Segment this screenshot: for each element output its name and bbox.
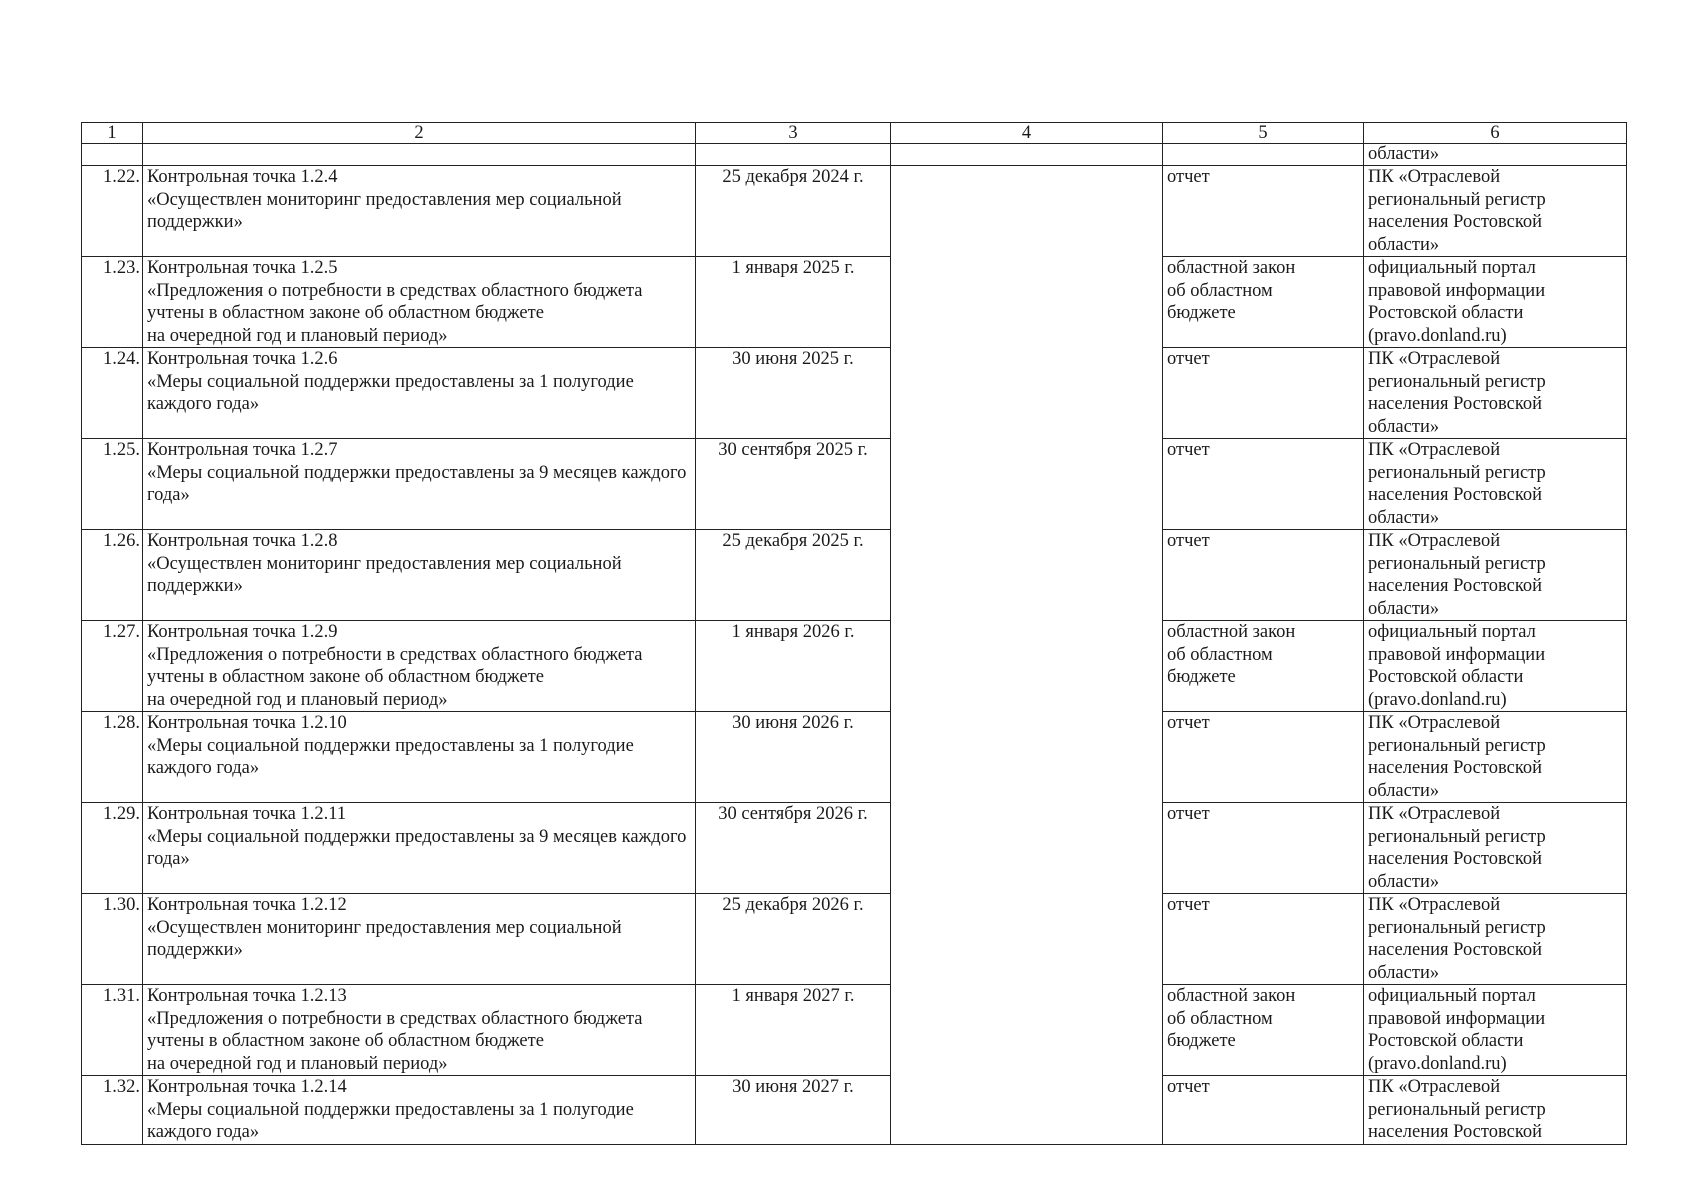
document-type: отчет — [1167, 349, 1210, 369]
row-document-cell — [1163, 166, 1364, 257]
document-type: отчет — [1167, 804, 1210, 824]
deadline-date: 30 сентября 2025 г. — [718, 440, 868, 460]
control-point-title: Контрольная точка 1.2.12 — [147, 895, 347, 915]
table-row — [82, 803, 1627, 894]
deadline-date: 30 июня 2025 г. — [732, 349, 854, 369]
header-col-3: 3 — [696, 123, 891, 144]
row-source-cell — [1364, 712, 1627, 803]
row-source-cell — [1364, 439, 1627, 530]
row-description-cell — [143, 621, 696, 712]
deadline-date: 1 января 2025 г. — [731, 258, 855, 278]
document-type: отчет — [1167, 1077, 1210, 1097]
deadline-date: 30 июня 2027 г. — [732, 1077, 854, 1097]
row-description-cell — [143, 257, 696, 348]
row-number-cell — [82, 166, 143, 257]
row-date-cell — [696, 894, 891, 985]
row-document-cell — [1163, 985, 1364, 1076]
row-date-cell — [696, 621, 891, 712]
control-point-description: «Меры социальной поддержки предоставлены за 9 месяцев каждого года» — [147, 826, 687, 869]
row-date-cell — [696, 1076, 891, 1145]
row-number: 1.30. — [103, 895, 140, 915]
row-description-cell — [143, 439, 696, 530]
header-col-5: 5 — [1163, 123, 1364, 144]
cont-cell-num — [82, 144, 143, 166]
row-number-cell — [82, 348, 143, 439]
row-number: 1.28. — [103, 713, 140, 733]
document-type: отчет — [1167, 713, 1210, 733]
table-row — [82, 530, 1627, 621]
row-source-cell — [1364, 621, 1627, 712]
table-row — [82, 894, 1627, 985]
row-number-cell — [82, 257, 143, 348]
document-type: отчет — [1167, 531, 1210, 551]
control-point-title: Контрольная точка 1.2.4 — [147, 167, 338, 187]
row-document-cell — [1163, 257, 1364, 348]
row-number: 1.32. — [103, 1077, 140, 1097]
row-number-cell — [82, 985, 143, 1076]
row-number-cell — [82, 439, 143, 530]
control-point-description: «Предложения о потребности в средствах областного бюджета учтены в областном законе об областном бюджете на очередной год и плановый период» — [147, 280, 643, 346]
cont-cell-date — [696, 144, 891, 166]
deadline-date: 30 сентября 2026 г. — [718, 804, 868, 824]
header-col-1: 1 — [82, 123, 143, 144]
control-point-description: «Меры социальной поддержки предоставлены за 1 полугодие каждого года» — [147, 371, 634, 414]
document-type: отчет — [1167, 895, 1210, 915]
deadline-date: 25 декабря 2024 г. — [722, 167, 864, 187]
cont-cell-source: области» — [1364, 144, 1627, 166]
deadline-date: 25 декабря 2025 г. — [722, 531, 864, 551]
row-description-cell — [143, 530, 696, 621]
row-date-cell — [696, 530, 891, 621]
row-document-cell — [1163, 894, 1364, 985]
row-number-cell — [82, 712, 143, 803]
control-points-table — [81, 122, 1627, 1145]
row-source-cell — [1364, 894, 1627, 985]
row-number-cell — [82, 894, 143, 985]
information-source: официальный портал правовой информации Ростовской области (pravo.donland.ru) — [1368, 986, 1546, 1074]
row-document-cell — [1163, 439, 1364, 530]
deadline-date: 25 декабря 2026 г. — [722, 895, 864, 915]
row-source-cell — [1364, 1076, 1627, 1145]
row-number-cell — [82, 530, 143, 621]
document-type: областной закон об областном бюджете — [1167, 986, 1296, 1051]
row-source-cell — [1364, 348, 1627, 439]
row-number: 1.26. — [103, 531, 140, 551]
row-date-cell — [696, 439, 891, 530]
table-row — [82, 439, 1627, 530]
control-point-description: «Меры социальной поддержки предоставлены за 1 полугодие каждого года» — [147, 1099, 634, 1142]
row-description-cell — [143, 1076, 696, 1145]
information-source: ПК «Отраслевой региональный регистр населения Ростовской области» — [1368, 713, 1546, 801]
row-source-cell — [1364, 166, 1627, 257]
row-description-cell — [143, 166, 696, 257]
row-date-cell — [696, 712, 891, 803]
cont-cell-doc — [1163, 144, 1364, 166]
deadline-date: 1 января 2027 г. — [731, 986, 855, 1006]
table-row — [82, 621, 1627, 712]
control-point-description: «Меры социальной поддержки предоставлены за 9 месяцев каждого года» — [147, 462, 687, 505]
row-date-cell — [696, 348, 891, 439]
row-source-cell — [1364, 803, 1627, 894]
control-point-title: Контрольная точка 1.2.13 — [147, 986, 347, 1006]
table-row — [82, 985, 1627, 1076]
information-source: ПК «Отраслевой региональный регистр населения Ростовской области» — [1368, 531, 1546, 619]
row-description-cell — [143, 712, 696, 803]
row-description-cell — [143, 985, 696, 1076]
column-4-merged-cell — [891, 166, 1163, 1145]
control-point-description: «Осуществлен мониторинг предоставления мер социальной поддержки» — [147, 189, 622, 232]
row-number: 1.27. — [103, 622, 140, 642]
cont-cell-desc — [143, 144, 696, 166]
row-date-cell — [696, 985, 891, 1076]
information-source: официальный портал правовой информации Ростовской области (pravo.donland.ru) — [1368, 622, 1546, 710]
deadline-date: 30 июня 2026 г. — [732, 713, 854, 733]
row-number-cell — [82, 803, 143, 894]
row-description-cell — [143, 348, 696, 439]
row-number: 1.22. — [103, 167, 140, 187]
row-number-cell — [82, 1076, 143, 1145]
continuation-row — [82, 144, 1627, 166]
row-number: 1.24. — [103, 349, 140, 369]
table-row — [82, 1076, 1627, 1145]
header-col-2: 2 — [143, 123, 696, 144]
control-point-title: Контрольная точка 1.2.8 — [147, 531, 338, 551]
information-source: ПК «Отраслевой региональный регистр населения Ростовской области» — [1368, 167, 1546, 255]
control-point-description: «Осуществлен мониторинг предоставления мер социальной поддержки» — [147, 917, 622, 960]
deadline-date: 1 января 2026 г. — [731, 622, 855, 642]
control-point-title: Контрольная точка 1.2.9 — [147, 622, 338, 642]
row-date-cell — [696, 166, 891, 257]
row-date-cell — [696, 257, 891, 348]
information-source: ПК «Отраслевой региональный регистр населения Ростовской — [1368, 1077, 1546, 1142]
control-point-title: Контрольная точка 1.2.5 — [147, 258, 338, 278]
control-point-description: «Осуществлен мониторинг предоставления мер социальной поддержки» — [147, 553, 622, 596]
document-type: отчет — [1167, 167, 1210, 187]
control-point-description: «Предложения о потребности в средствах областного бюджета учтены в областном законе об областном бюджете на очередной год и плановый период» — [147, 1008, 643, 1074]
row-document-cell — [1163, 712, 1364, 803]
row-date-cell — [696, 803, 891, 894]
header-col-6: 6 — [1364, 123, 1627, 144]
row-document-cell — [1163, 1076, 1364, 1145]
information-source: ПК «Отраслевой региональный регистр населения Ростовской области» — [1368, 804, 1546, 892]
control-point-title: Контрольная точка 1.2.7 — [147, 440, 338, 460]
row-document-cell — [1163, 621, 1364, 712]
row-source-cell — [1364, 985, 1627, 1076]
header-col-4: 4 — [891, 123, 1163, 144]
information-source: ПК «Отраслевой региональный регистр населения Ростовской области» — [1368, 349, 1546, 437]
control-point-title: Контрольная точка 1.2.6 — [147, 349, 338, 369]
control-point-title: Контрольная точка 1.2.14 — [147, 1077, 347, 1097]
table-row — [82, 257, 1627, 348]
document-type: отчет — [1167, 440, 1210, 460]
row-number: 1.31. — [103, 986, 140, 1006]
information-source: ПК «Отраслевой региональный регистр населения Ростовской области» — [1368, 440, 1546, 528]
information-source: официальный портал правовой информации Ростовской области (pravo.donland.ru) — [1368, 258, 1546, 346]
row-number: 1.29. — [103, 804, 140, 824]
control-point-title: Контрольная точка 1.2.11 — [147, 804, 347, 824]
table-row — [82, 166, 1627, 257]
row-document-cell — [1163, 530, 1364, 621]
information-source: ПК «Отраслевой региональный регистр населения Ростовской области» — [1368, 895, 1546, 983]
header-row — [82, 123, 1627, 144]
row-number-cell — [82, 621, 143, 712]
row-description-cell — [143, 803, 696, 894]
document-type: областной закон об областном бюджете — [1167, 622, 1296, 687]
document-type: областной закон об областном бюджете — [1167, 258, 1296, 323]
row-description-cell — [143, 894, 696, 985]
table-row — [82, 712, 1627, 803]
control-point-description: «Предложения о потребности в средствах областного бюджета учтены в областном законе об областном бюджете на очередной год и плановый период» — [147, 644, 643, 710]
row-document-cell — [1163, 803, 1364, 894]
control-point-description: «Меры социальной поддержки предоставлены за 1 полугодие каждого года» — [147, 735, 634, 778]
row-source-cell — [1364, 257, 1627, 348]
row-number: 1.23. — [103, 258, 140, 278]
control-point-title: Контрольная точка 1.2.10 — [147, 713, 347, 733]
row-source-cell — [1364, 530, 1627, 621]
table-row — [82, 348, 1627, 439]
row-number: 1.25. — [103, 440, 140, 460]
row-document-cell — [1163, 348, 1364, 439]
cont-cell-col4 — [891, 144, 1163, 166]
